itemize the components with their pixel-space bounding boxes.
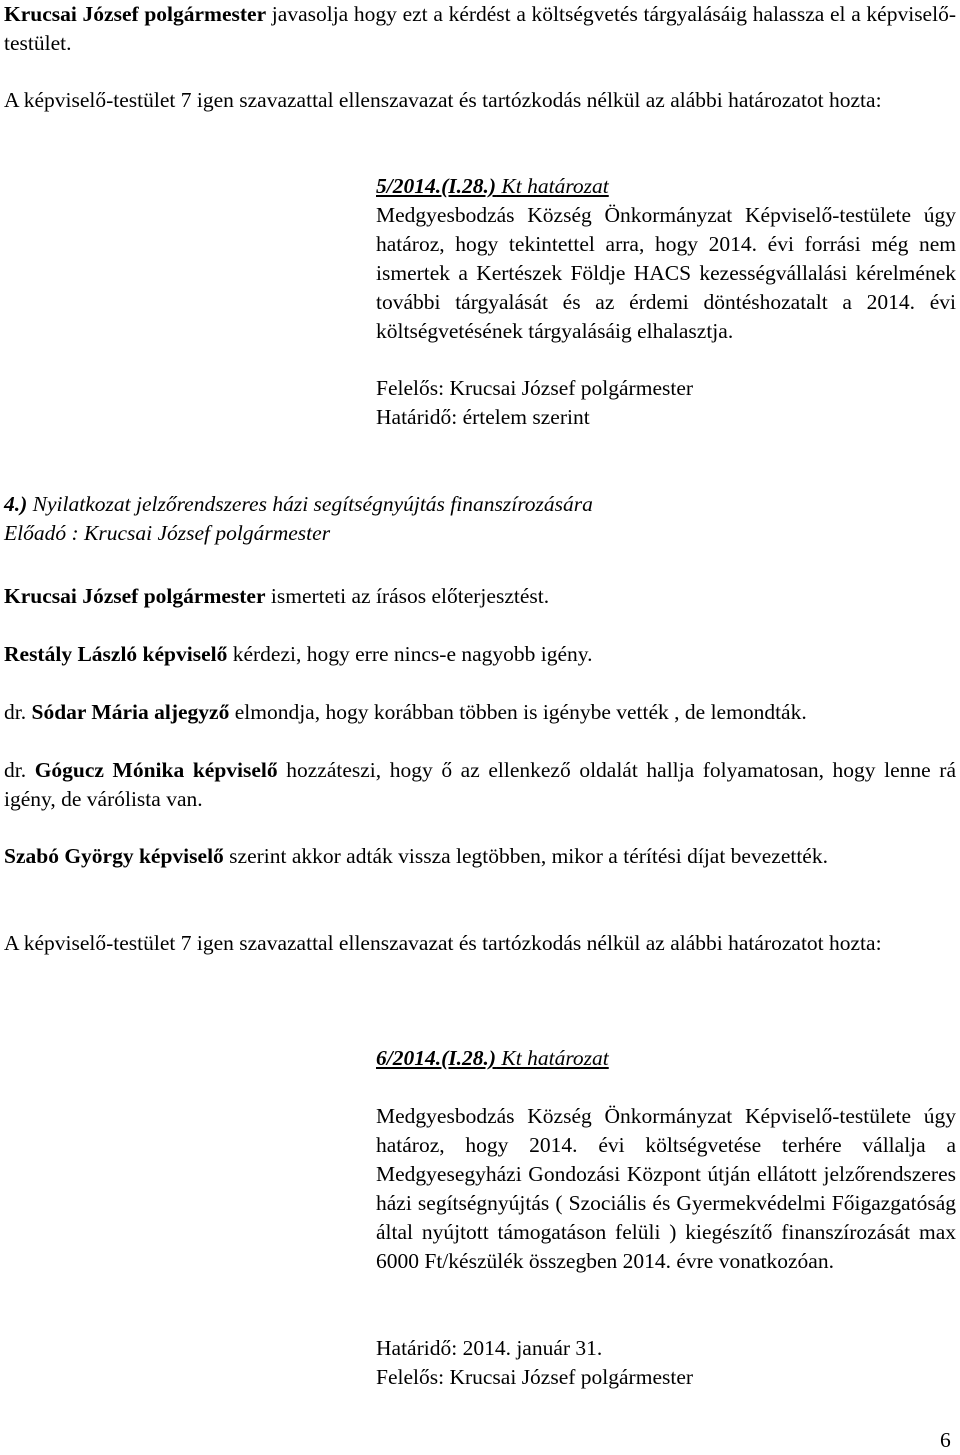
statement-text: szerint akkor adták vissza legtöbben, mikor a térítési díjat bevezették.: [223, 844, 828, 868]
resolution-2-title: [376, 1044, 956, 1073]
speaker-name: Restály László képviselő: [4, 642, 228, 666]
speaker-name: Krucsai József polgármester: [4, 2, 267, 26]
statement-sodar: [4, 698, 956, 727]
agenda-item-text: Nyilatkozat jelzőrendszeres házi segítségnyújtás finanszírozására: [27, 492, 593, 516]
agenda-item-number: 4.): [4, 492, 28, 516]
vote-statement-2: A képviselő-testület 7 igen szavazattal ellenszavazat és tartózkodás nélkül az alábbi határozatot hozta:: [4, 931, 882, 955]
statement-mayor: [4, 582, 956, 611]
resolution-1-deadline: Határidő: értelem szerint: [376, 405, 590, 429]
speaker-name: Szabó György képviselő: [4, 844, 224, 868]
speaker-name: Sódar Mária aljegyző: [31, 700, 230, 724]
resolution-2-deadline: Határidő: 2014. január 31.: [376, 1336, 603, 1360]
paragraph-text: javasolja hogy ezt a kérdést a költségvetés tárgyalásáig halassza el a képviselő-testület.: [4, 2, 956, 55]
statement-text: hozzáteszi, hogy ő az ellenkező oldalát hallja folyamatosan, hogy lenne rá igény, de várólista van.: [4, 758, 957, 811]
resolution-number: 5/2014.(I.28.): [376, 174, 497, 198]
resolution-number: 6/2014.(I.28.): [376, 1046, 497, 1070]
vote-statement-1: A képviselő-testület 7 igen szavazattal ellenszavazat és tartózkodás nélkül az alábbi határozatot hozta:: [4, 88, 882, 112]
resolution-1-responsible: Felelős: Krucsai József polgármester: [376, 376, 694, 400]
resolution-title: Kt határozat: [496, 1046, 609, 1070]
statement-text: ismerteti az írásos előterjesztést.: [265, 584, 550, 608]
speaker-name: Gógucz Mónika képviselő: [34, 758, 278, 782]
resolution-1-body: Medgyesbodzás Község Önkormányzat Képviselő-testülete úgy határoz, hogy tekintettel arra, hogy 2014. évi forrási még nem ismertek a Kertészek Földje HACS kezességvállalási kérelmének további tárgyalását és az érdemi döntéshozatalt a 2014. évi költségvetésének tárgyalásáig elhalasztja.: [376, 203, 956, 343]
title-prefix: dr.: [4, 700, 32, 724]
agenda-item-presenter: Előadó : Krucsai József polgármester: [4, 521, 331, 545]
speaker-name: Krucsai József polgármester: [4, 584, 266, 608]
resolution-2-responsible: Felelős: Krucsai József polgármester: [376, 1365, 694, 1389]
statement-text: kérdezi, hogy erre nincs-e nagyobb igény.: [227, 642, 593, 666]
mayor-proposal-paragraph: [4, 0, 956, 58]
resolution-2-body: Medgyesbodzás Község Önkormányzat Képviselő-testülete úgy határoz, hogy 2014. évi költségvetése terhére vállalja a Medgyesegyházi Gondozási Központ útján ellátott jelzőrendszeres házi segítségnyújtás ( Szociális és Gyermekvédelmi Főigazgatóság által nyújtott támogatáson felüli ) kiegészítő finanszírozását max 6000 Ft/készülék összegben 2014. évre vonatkozóan.: [376, 1104, 956, 1273]
page-number: 6: [940, 1428, 951, 1452]
statement-szabo: [4, 842, 956, 871]
statement-gogucz: [4, 756, 956, 814]
statement-text: elmondja, hogy korábban többen is igénybe vették , de lemondták.: [229, 700, 807, 724]
resolution-title: Kt határozat: [496, 174, 609, 198]
title-prefix: dr.: [4, 758, 35, 782]
resolution-1-title: [376, 172, 956, 201]
agenda-item-4-title: [4, 490, 956, 519]
statement-restaly: [4, 640, 956, 669]
